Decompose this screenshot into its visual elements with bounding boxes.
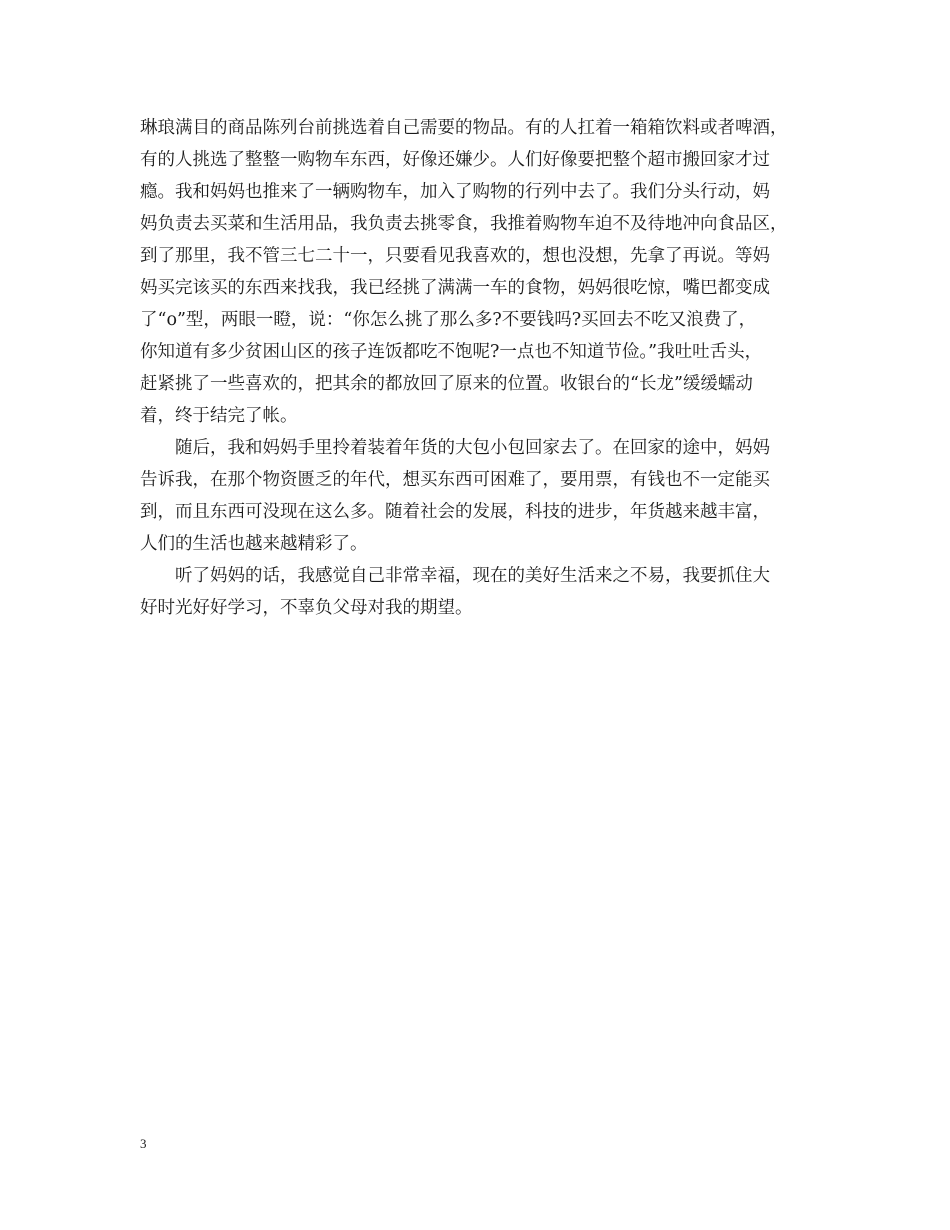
text-line: 告诉我，在那个物资匮乏的年代，想买东西可困难了，要用票，有钱也不一定能买 bbox=[140, 470, 770, 490]
document-body bbox=[140, 112, 830, 624]
text-line: 妈负责去买菜和生活用品，我负责去挑零食，我推着购物车迫不及待地冲向食品区， bbox=[140, 214, 788, 234]
text-line: 好时光好好学习，不辜负父母对我的期望。 bbox=[140, 598, 473, 618]
text-line: 人们的生活也越来越精彩了。 bbox=[140, 534, 368, 554]
text-line: 有的人挑选了整整一购物车东西，好像还嫌少。人们好像要把整个超市搬回家才过 bbox=[140, 150, 770, 170]
text-line: 了“o”型，两眼一瞪，说：“你怎么挑了那么多?不要钱吗?买回去不吃又浪费了， bbox=[140, 310, 757, 330]
paragraph-2 bbox=[140, 432, 830, 560]
text-line: 着，终于结完了帐。 bbox=[140, 406, 298, 426]
text-line: 随后，我和妈妈手里拎着装着年货的大包小包回家去了。在回家的途中，妈妈 bbox=[175, 438, 770, 458]
text-line: 瘾。我和妈妈也推来了一辆购物车，加入了购物的行列中去了。我们分头行动，妈 bbox=[140, 182, 770, 202]
text-line: 到，而且东西可没现在这么多。随着社会的发展，科技的进步，年货越来越丰富， bbox=[140, 502, 770, 522]
page-number: 3 bbox=[140, 1136, 147, 1151]
text-line: 琳琅满目的商品陈列台前挑选着自己需要的物品。有的人扛着一箱箱饮料或者啤酒， bbox=[140, 118, 788, 138]
paragraph-3 bbox=[140, 560, 830, 624]
text-line: 到了那里，我不管三七二十一，只要看见我喜欢的，想也没想，先拿了再说。等妈 bbox=[140, 246, 770, 266]
text-line: 你知道有多少贫困山区的孩子连饭都吃不饱呢?一点也不知道节俭。”我吐吐舌头， bbox=[140, 342, 763, 362]
text-line: 妈买完该买的东西来找我，我已经挑了满满一车的食物，妈妈很吃惊，嘴巴都变成 bbox=[140, 278, 770, 298]
paragraph-1 bbox=[140, 112, 830, 432]
text-line: 听了妈妈的话，我感觉自己非常幸福，现在的美好生活来之不易，我要抓住大 bbox=[175, 566, 770, 586]
text-line: 赶紧挑了一些喜欢的，把其余的都放回了原来的位置。收银台的“长龙”缓缓蠕动 bbox=[140, 374, 753, 394]
